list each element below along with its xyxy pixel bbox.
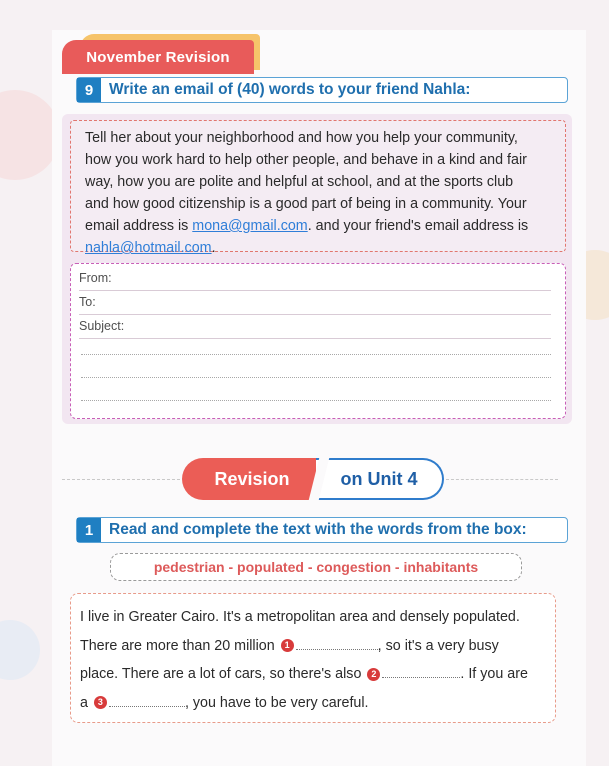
text-segment: , so it's a very busy [377,637,499,654]
month-tab: November Revision [62,40,254,74]
text-segment: There are more than 20 million [80,637,279,654]
question-number: 1 [77,518,101,542]
subject-field[interactable] [79,314,551,339]
text-line: I live in Greater Cairo. It's a metropolitan area and densely populated. [80,609,520,625]
blank-1[interactable] [296,649,378,650]
from-label: From: [79,271,112,285]
text-segment: . If you are [460,666,528,682]
question-1-header [76,517,568,543]
prompt-text: email address is [85,218,193,234]
blank-number-1: 1 [281,639,294,652]
fill-in-text [70,593,556,723]
text-line [80,632,545,661]
body-line[interactable] [81,354,551,355]
blank-number-3: 3 [94,696,107,709]
divider [62,479,180,480]
text-line [80,689,545,718]
prompt-line: Tell her about your neighborhood and how you help your community, [85,130,518,146]
from-field[interactable] [79,266,551,291]
question-instruction: Write an email of (40) words to your friend Nahla: [109,81,471,98]
blank-2[interactable] [382,677,460,678]
prompt-line: and how good citizenship is a good part of being in a community. Your [85,196,527,212]
blank-3[interactable] [109,706,185,707]
blank-number-2: 2 [367,668,380,681]
text-segment: a [80,694,92,711]
prompt-line: way, how you are polite and helpful at school, and at the sports club [85,174,514,190]
unit-banner-label: on Unit 4 [316,458,444,500]
to-field[interactable] [79,290,551,315]
prompt-text: . and your friend's email address is [307,218,529,234]
text-segment: place. There are a lot of cars, so there's also [80,666,366,682]
text-segment: , you have to be very careful. [184,694,369,711]
body-line[interactable] [81,377,551,378]
your-email-link[interactable]: mona@gmail.com [192,218,308,234]
question-number: 9 [77,78,101,102]
subject-label: Subject: [79,319,125,333]
to-label: To: [79,295,96,309]
divider [446,479,558,480]
email-prompt [70,120,566,256]
background-decoration [0,90,60,180]
friend-email-link[interactable]: nahla@hotmail.com [85,240,212,256]
email-form [70,263,566,419]
body-line[interactable] [81,400,551,401]
prompt-line: how you work hard to help other people, and behave in a kind and fair [85,152,527,168]
word-box: pedestrian - populated - congestion - inhabitants [110,553,522,581]
background-decoration [0,620,40,680]
prompt-line [85,215,557,237]
question-instruction: Read and complete the text with the words from the box: [109,521,527,538]
text-line [80,660,545,689]
prompt-text: . [211,240,216,256]
question-9-header [76,77,568,103]
revision-banner-label: Revision [182,458,322,500]
prompt-line [85,237,557,259]
